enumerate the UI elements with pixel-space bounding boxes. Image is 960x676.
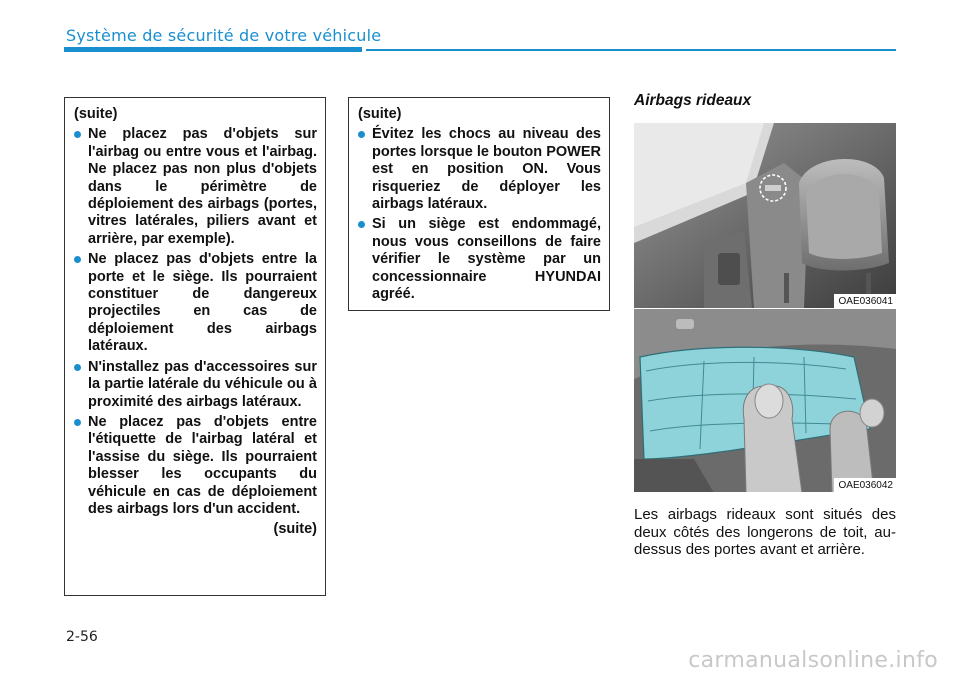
curtain-airbag-deployed-illustration [634,309,896,492]
warning-bullet-text: Ne placez pas d'objets entre l'étiquette de l'airbag latéral et l'assise du siège. Ils pourraient blesser les occupants du véhicule en cas de déploiement des airbags lors d'un accident. [88,413,317,517]
bullet-dot-icon [358,131,365,138]
warning-box-right [348,97,610,311]
figure-code: OAE036042 [834,478,897,492]
figure-curtain-airbag-deployed [634,308,896,492]
curtain-airbag-description: Les airbags rideaux sont situés des deux côtés des longerons de toit, au-dessus des portes avant et arrière. [634,506,896,559]
section-header-title: Système de sécurité de votre véhicule [66,26,382,45]
warning-box-left [64,97,326,596]
section-title: Airbags rideaux [634,92,752,109]
figure-code: OAE036041 [834,294,897,308]
bullet-dot-icon [74,364,81,371]
page-number: 2-56 [66,629,98,645]
warning-bullet [74,126,317,248]
bullet-dot-icon [74,256,81,263]
warning-bullet-text: Ne placez pas d'objets sur l'airbag ou entre vous et l'airbag. Ne placez pas non plus d'objets dans le périmètre de déploiement des airbags (portes, vitres latérales, piliers avant et arrière, par exemple). [88,126,317,247]
header-rule-thin [366,49,896,51]
header-rule-thick [64,47,362,52]
warning-box-heading: (suite) [358,106,402,122]
site-watermark: carmanualsonline.info [688,648,938,673]
warning-bullet-text: N'installez pas d'accessoires sur la partie latérale du véhicule ou à proximité des airbags latéraux. [88,358,317,410]
warning-bullet [358,216,601,303]
warning-bullet-text: Ne placez pas d'objets entre la porte et le siège. Ils pourraient constituer de dangereux projectiles en cas de déploiement des airbags latéraux. [88,251,317,355]
bullet-dot-icon [74,131,81,138]
warning-bullet [358,126,601,213]
curtain-airbag-label-illustration [634,123,896,308]
warning-bullet [74,359,317,411]
warning-box-continued: (suite) [273,521,317,538]
warning-bullet-list [74,126,317,518]
warning-box-heading: (suite) [74,106,118,122]
bullet-dot-icon [74,419,81,426]
warning-bullet-list [358,126,601,303]
figure-curtain-airbag-label [634,123,896,308]
bullet-dot-icon [358,221,365,228]
warning-bullet-text: Si un siège est endommagé, nous vous conseillons de faire vérifier le système par un concessionnaire HYUNDAI agréé. [372,216,601,303]
warning-bullet-text: Évitez les chocs au niveau des portes lorsque le bouton POWER est en position ON. Vous risqueriez de déployer les airbags latéraux. [372,126,601,213]
warning-bullet [74,251,317,355]
warning-bullet [74,414,317,518]
